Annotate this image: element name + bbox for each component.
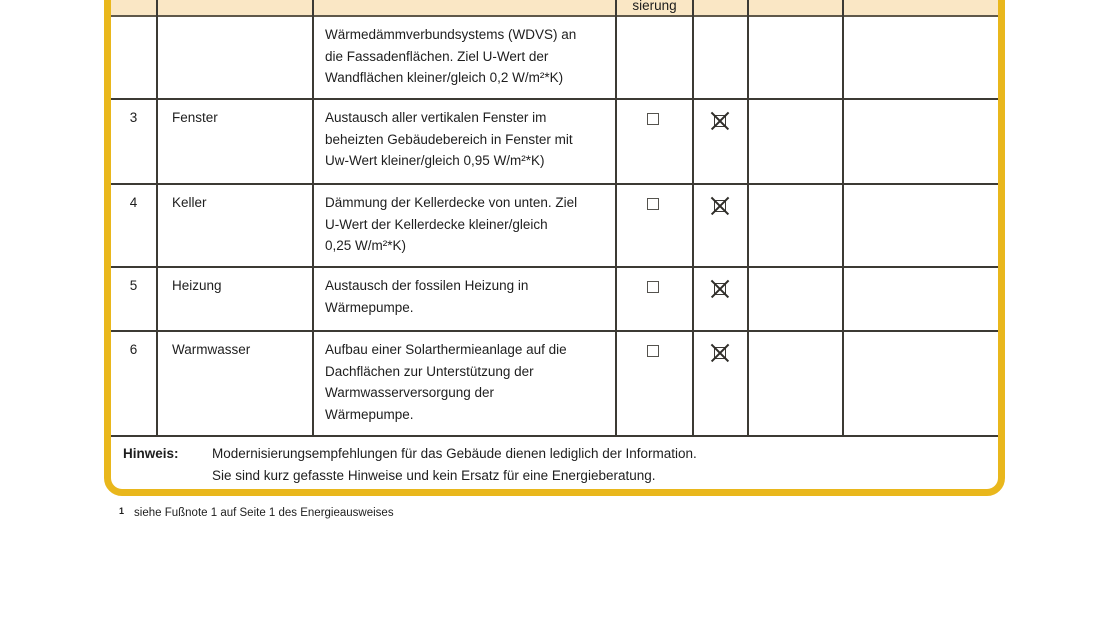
crossed-checkbox-icon xyxy=(708,341,731,364)
hinweis-label: Hinweis: xyxy=(123,446,179,461)
row-6-description: Aufbau einer Solarthermieanlage auf die Dachflächen zur Unterstützung der Warmwasserversorgung der Wärmepumpe. xyxy=(325,342,567,422)
crossed-checkbox-icon xyxy=(708,109,731,132)
hinweis-text xyxy=(212,443,697,487)
footnote-marker: 1 xyxy=(119,506,125,516)
table-row-5 xyxy=(0,268,1110,330)
table-gridline-h5 xyxy=(111,435,998,437)
header-col-modernisierung-partial: sierung xyxy=(632,0,677,13)
hinweis-line-2: Sie sind kurz gefasste Hinweise und kein Ersatz für eine Energieberatung. xyxy=(212,468,656,483)
crossed-checkbox-icon xyxy=(708,194,731,217)
row-3-label: Fenster xyxy=(172,110,218,125)
row-4-label: Keller xyxy=(172,195,207,210)
row-5-label: Heizung xyxy=(172,278,222,293)
hinweis-line-1: Modernisierungsempfehlungen für das Gebäude dienen lediglich der Information. xyxy=(212,446,697,461)
table-row-partial xyxy=(0,17,1110,98)
table-row-6 xyxy=(0,332,1110,435)
row-3-description: Austausch aller vertikalen Fenster im beheizten Gebäudebereich in Fenster mit Uw-Wert kleiner/gleich 0,95 W/m²*K) xyxy=(325,110,573,168)
row-partial-description: Wärmedämmverbundsystems (WDVS) an die Fassadenflächen. Ziel U-Wert der Wandflächen kleiner/gleich 0,2 W/m²*K) xyxy=(325,27,577,85)
table-header-row xyxy=(111,0,998,15)
empty-checkbox-icon xyxy=(647,345,659,357)
row-5-description: Austausch der fossilen Heizung in Wärmepumpe. xyxy=(325,278,529,315)
row-6-label: Warmwasser xyxy=(172,342,251,357)
row-4-number: 4 xyxy=(129,195,138,210)
row-6-number: 6 xyxy=(129,342,138,357)
row-3-number: 3 xyxy=(129,110,138,125)
table-row-3 xyxy=(0,100,1110,183)
table-row-4 xyxy=(0,185,1110,266)
footnote-text: siehe Fußnote 1 auf Seite 1 des Energieausweises xyxy=(134,507,394,519)
crossed-checkbox-icon xyxy=(708,277,731,300)
empty-checkbox-icon xyxy=(647,281,659,293)
row-4-description: Dämmung der Kellerdecke von unten. Ziel U-Wert der Kellerdecke kleiner/gleich 0,25 W/m²*K) xyxy=(325,195,578,253)
empty-checkbox-icon xyxy=(647,198,659,210)
footnote xyxy=(119,506,394,518)
empty-checkbox-icon xyxy=(647,113,659,125)
row-5-number: 5 xyxy=(129,278,138,293)
